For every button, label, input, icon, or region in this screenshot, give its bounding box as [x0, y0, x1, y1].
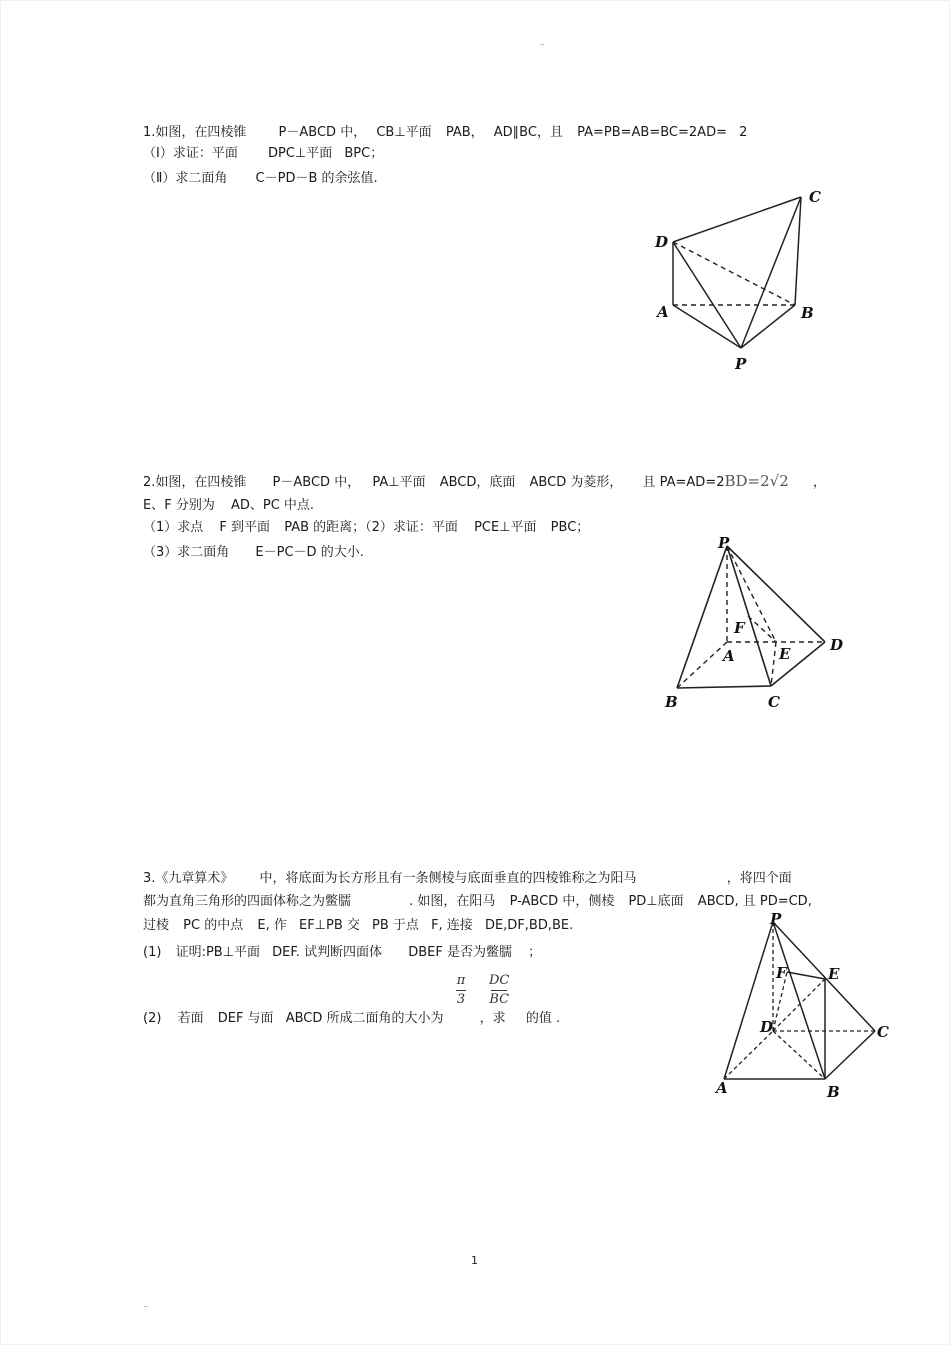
q1-text: PAB，	[445, 125, 484, 140]
q1-text: DPC⊥平面	[267, 146, 333, 161]
q2-label-P: P	[718, 534, 730, 552]
q3-text: 都为直角三角形的四面体称之为鳖臑	[143, 894, 352, 909]
q1-text: P－ABCD 中，	[278, 125, 367, 140]
q3-text: 证明:PB⊥平面	[175, 945, 261, 960]
q2-text: F 到平面	[219, 520, 271, 535]
q1-text: BPC；	[344, 146, 384, 161]
q2-line4	[143, 545, 364, 561]
q2-text: （1）求点	[143, 520, 204, 535]
q1-text: CB⊥平面	[376, 125, 432, 140]
q1-text: （Ⅱ）求二面角	[143, 171, 228, 186]
q2-line2	[143, 498, 314, 514]
q2-figure	[655, 530, 850, 715]
q3-line3	[143, 918, 573, 934]
q2-text: PAB 的距离；（2）求证：平面	[284, 520, 458, 535]
q3-line4	[143, 945, 541, 961]
bottom-mark: ..	[143, 1300, 149, 1309]
q3-text: ABCD 所成二面角的大小为	[285, 1011, 444, 1026]
q3-text: ；	[528, 945, 542, 960]
q2-bd-formula: BD=2√2	[724, 472, 789, 490]
q3-label-B: B	[827, 1083, 840, 1100]
q3-label-P: P	[770, 910, 782, 928]
q2-text: 且 PA=AD=2	[642, 475, 725, 490]
q3-text: 中，将底面为长方形且有一条侧棱与底面垂直的四棱锥称之为阳马	[259, 871, 637, 886]
q3-fraction-dc-over-bc	[489, 974, 509, 1007]
q1-text: PA=PB=AB=BC=2AD=	[577, 125, 727, 140]
q1-line3	[143, 171, 378, 187]
q3-text: PD⊥底面	[628, 894, 684, 909]
q2-text: PCE⊥平面	[474, 520, 537, 535]
q1-text: （Ⅰ）求证：平面	[143, 146, 238, 161]
q1-label-B: B	[801, 304, 814, 322]
q3-text: P-ABCD 中，侧棱	[509, 894, 615, 909]
q3-line1	[143, 871, 792, 887]
q3-fraction-pi-over-3	[456, 974, 466, 1007]
q3-text: EF⊥PB 交	[298, 918, 360, 933]
q3-text: (2)	[143, 1011, 162, 1026]
q3-text: DEF. 试判断四面体	[272, 945, 383, 960]
page-number: 1	[471, 1254, 478, 1267]
q3-frac1-numerator: π	[456, 973, 466, 988]
q1-figure	[645, 185, 830, 375]
q2-text: P－ABCD 中，	[272, 475, 361, 490]
q3-text: E, 作	[257, 918, 287, 933]
fraction-bar	[456, 990, 466, 991]
q3-figure	[710, 910, 895, 1100]
q2-text: PBC；	[550, 520, 590, 535]
q3-text: DBEF 是否为鳖臑	[408, 945, 512, 960]
q3-label-E: E	[828, 965, 840, 983]
q2-label-E: E	[779, 645, 791, 663]
q1-line2	[143, 146, 383, 162]
q3-text: 的值 .	[525, 1011, 561, 1026]
q3-text: ，求	[479, 1011, 506, 1026]
q2-label-D: D	[830, 636, 844, 654]
q3-text: PB 于点	[372, 918, 419, 933]
q2-line1	[143, 473, 826, 491]
q3-text: (1)	[143, 945, 162, 960]
q3-text: 3.《九章算术》	[143, 871, 234, 886]
q3-text: ABCD, 且 PD=CD,	[697, 894, 812, 909]
q3-label-A: A	[716, 1079, 728, 1097]
q1-text: AD∥BC，且	[493, 125, 563, 140]
fraction-bar	[491, 990, 507, 991]
q2-text: ABCD 为菱形，	[529, 475, 623, 490]
q2-text: PA⊥平面	[372, 475, 426, 490]
q3-text: PC 的中点	[183, 918, 244, 933]
q3-text: 过棱	[143, 918, 170, 933]
q2-text: E、F 分别为	[143, 498, 215, 513]
q3-label-C: C	[877, 1023, 889, 1041]
q2-text: （3）求二面角	[143, 545, 230, 560]
q1-label-D: D	[655, 233, 669, 251]
q1-label-C: C	[809, 188, 821, 206]
q1-text: 2	[739, 125, 748, 140]
q3-label-D: D	[760, 1018, 774, 1036]
top-mark: ..	[540, 38, 546, 47]
q2-label-C: C	[768, 693, 780, 711]
q2-label-A: A	[723, 647, 735, 665]
q2-text: E－PC－D 的大小.	[255, 545, 364, 560]
q3-frac2-denominator: BC	[489, 992, 510, 1007]
q3-text: DEF 与面	[217, 1011, 274, 1026]
q3-text: . 如图，在阳马	[409, 894, 496, 909]
q3-frac2-numerator: DC	[489, 973, 510, 988]
q2-label-F: F	[734, 619, 745, 637]
q2-text: AD、PC 中点.	[230, 498, 315, 513]
q2-line3	[143, 520, 589, 536]
q2-text: ABCD，底面	[439, 475, 516, 490]
q1-line1	[143, 125, 747, 141]
q3-frac1-denominator: 3	[456, 992, 466, 1007]
q1-text: C－PD－B 的余弦值.	[255, 171, 378, 186]
q1-label-P: P	[735, 355, 747, 373]
q1-text: 1.如图，在四棱锥	[143, 125, 247, 140]
q3-text: F, 连接	[431, 918, 473, 933]
q3-line2	[143, 894, 812, 910]
q3-text: ，将四个面	[726, 871, 792, 886]
q3-line5	[143, 1011, 560, 1027]
q3-label-F: F	[776, 964, 787, 982]
q1-label-A: A	[657, 303, 669, 321]
q3-text: DE,DF,BD,BE.	[484, 918, 574, 933]
q2-label-B: B	[665, 693, 678, 711]
q2-text: ，	[812, 475, 826, 490]
q3-text: 若面	[177, 1011, 204, 1026]
q2-text: 2.如图，在四棱锥	[143, 475, 247, 490]
